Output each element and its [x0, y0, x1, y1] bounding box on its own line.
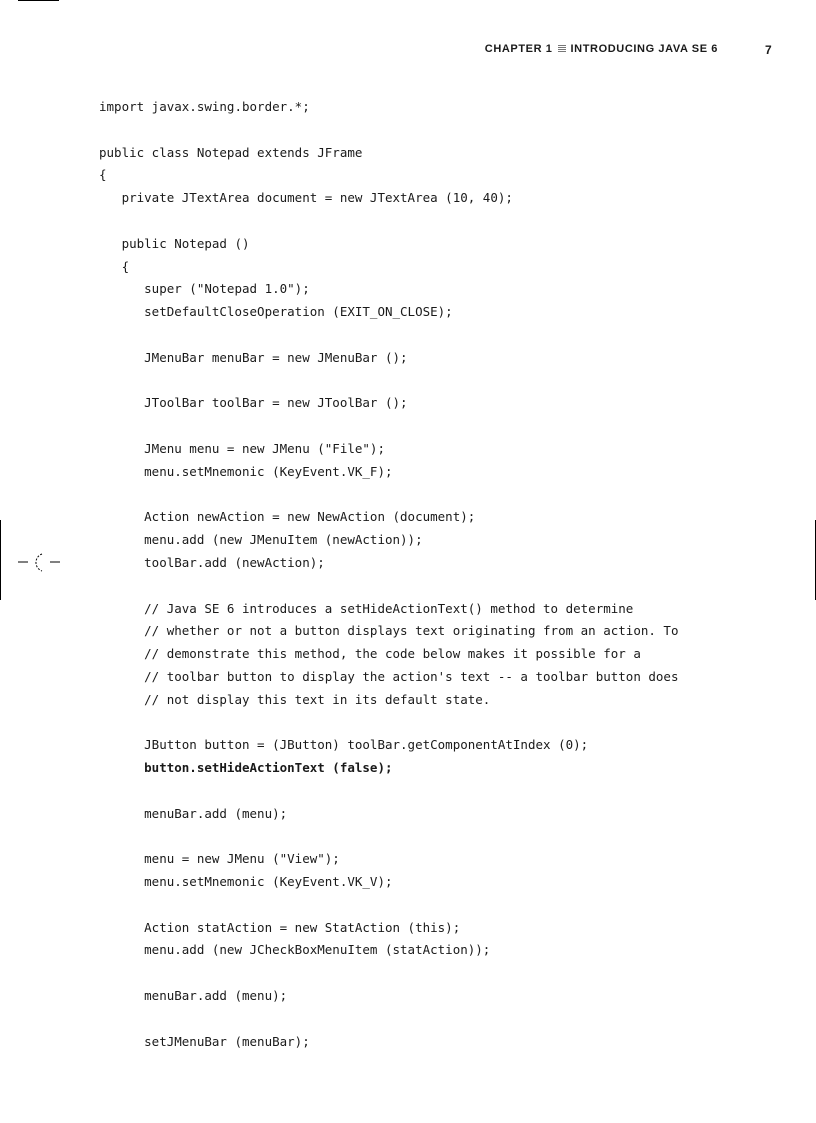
code-line: // Java SE 6 introduces a setHideActionText() method to determine	[99, 600, 634, 616]
code-line: menu = new JMenu ("View");	[99, 851, 340, 867]
header-separator-icon	[558, 44, 566, 52]
registration-mark-icon	[18, 550, 62, 576]
code-blank-line	[99, 1008, 678, 1031]
chapter-label: CHAPTER 1	[484, 43, 553, 55]
code-line: {	[99, 258, 130, 274]
code-line: import javax.swing.border.*;	[99, 99, 310, 114]
code-line: // whether or not a button displays text originating from an action. To	[99, 623, 679, 639]
code-blank-line	[99, 415, 678, 438]
code-line: public class Notepad extends JFrame	[99, 144, 363, 160]
code-blank-line	[99, 780, 678, 803]
code-line: menuBar.add (menu);	[99, 805, 288, 821]
code-blank-line	[99, 575, 678, 598]
code-blank-line	[99, 712, 678, 735]
code-blank-line	[99, 962, 678, 985]
code-line: setJMenuBar (menuBar);	[99, 1033, 310, 1049]
code-line: menu.add (new JCheckBoxMenuItem (statAction));	[99, 942, 491, 958]
code-line: button.setHideActionText (false);	[99, 760, 393, 776]
code-line: JMenu menu = new JMenu ("File");	[99, 440, 385, 456]
code-line: {	[99, 167, 107, 183]
code-blank-line	[99, 210, 678, 233]
code-line: // toolbar button to display the action's text -- a toolbar button does	[99, 668, 679, 684]
running-header-chapter	[485, 43, 718, 55]
code-line: setDefaultCloseOperation (EXIT_ON_CLOSE);	[99, 304, 453, 320]
code-listing	[99, 96, 678, 1053]
code-line: super ("Notepad 1.0");	[99, 281, 310, 297]
code-line: // not display this text in its default state.	[99, 691, 491, 707]
code-line: menu.setMnemonic (KeyEvent.VK_F);	[99, 463, 393, 479]
code-line: Action statAction = new StatAction (this);	[99, 919, 461, 935]
code-blank-line	[99, 370, 678, 393]
code-line: menu.setMnemonic (KeyEvent.VK_V);	[99, 874, 393, 890]
running-header	[0, 43, 816, 59]
code-line: Action newAction = new NewAction (document);	[99, 509, 476, 525]
code-line: private JTextArea document = new JTextArea (10, 40);	[99, 190, 513, 206]
margin-rule-left	[0, 520, 1, 600]
page-number: 7	[765, 43, 773, 57]
chapter-title: INTRODUCING JAVA SE 6	[570, 43, 718, 55]
code-line: // demonstrate this method, the code below makes it possible for a	[99, 646, 641, 662]
code-line: public Notepad ()	[99, 235, 250, 251]
code-line: toolBar.add (newAction);	[99, 554, 325, 570]
code-line: JMenuBar menuBar = new JMenuBar ();	[99, 349, 408, 365]
crop-mark-top	[18, 0, 59, 1]
code-line: JButton button = (JButton) toolBar.getComponentAtIndex (0);	[99, 737, 589, 753]
code-blank-line	[99, 484, 678, 507]
code-blank-line	[99, 894, 678, 917]
code-line: menuBar.add (menu);	[99, 988, 288, 1004]
code-blank-line	[99, 119, 678, 142]
code-blank-line	[99, 324, 678, 347]
code-line: JToolBar toolBar = new JToolBar ();	[99, 395, 408, 411]
code-blank-line	[99, 826, 678, 849]
code-line: menu.add (new JMenuItem (newAction));	[99, 532, 423, 548]
